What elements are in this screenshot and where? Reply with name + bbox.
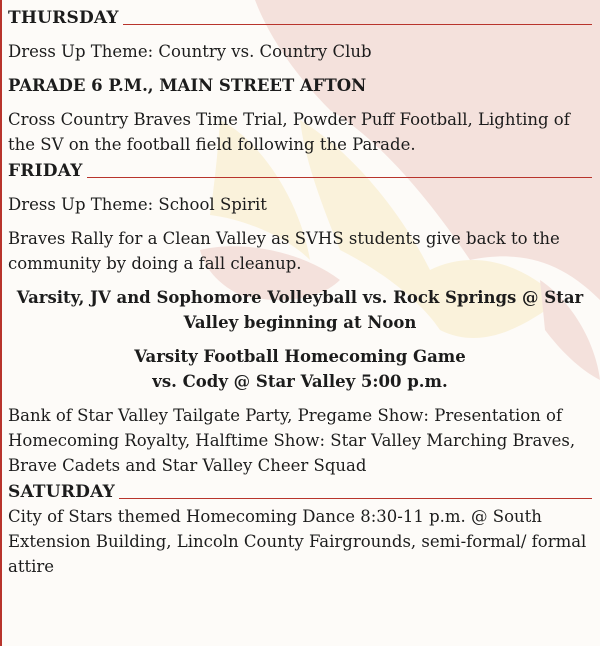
saturday-label: SATURDAY (8, 482, 115, 502)
thursday-theme: Dress Up Theme: Country vs. Country Club (8, 42, 372, 61)
thursday-parade: PARADE 6 P.M., MAIN STREET AFTON (8, 76, 367, 95)
friday-header (8, 159, 592, 183)
friday-theme: Dress Up Theme: School Spirit (8, 195, 267, 214)
friday-football-line1: Varsity Football Homecoming Game (134, 347, 466, 366)
saturday-rule (119, 498, 592, 499)
thursday-rule (123, 24, 592, 25)
left-edge-rule (0, 0, 2, 646)
thursday-activities: Cross Country Braves Time Trial, Powder Puff Football, Lighting of the SV on the football field following the Parade. (8, 110, 570, 154)
saturday-header (8, 480, 592, 504)
thursday-label: THURSDAY (8, 8, 119, 28)
friday-rally: Braves Rally for a Clean Valley as SVHS students give back to the community by doing a fall cleanup. (8, 229, 560, 273)
friday-tailgate: Bank of Star Valley Tailgate Party, Pregame Show: Presentation of Homecoming Royalty, Halftime Show: Star Valley Marching Braves, Brave Cadets and Star Valley Cheer Squad (8, 406, 576, 475)
saturday-dance: City of Stars themed Homecoming Dance 8:30-11 p.m. @ South Extension Building, Lincoln County Fairgrounds, semi-formal/ formal attire (8, 507, 587, 576)
friday-volleyball: Varsity, JV and Sophomore Volleyball vs. Rock Springs @ Star Valley beginning at Noon (16, 288, 584, 332)
thursday-header (8, 6, 592, 30)
friday-label: FRIDAY (8, 161, 83, 181)
friday-football-line2: vs. Cody @ Star Valley 5:00 p.m. (152, 372, 448, 391)
friday-rule (87, 177, 592, 178)
